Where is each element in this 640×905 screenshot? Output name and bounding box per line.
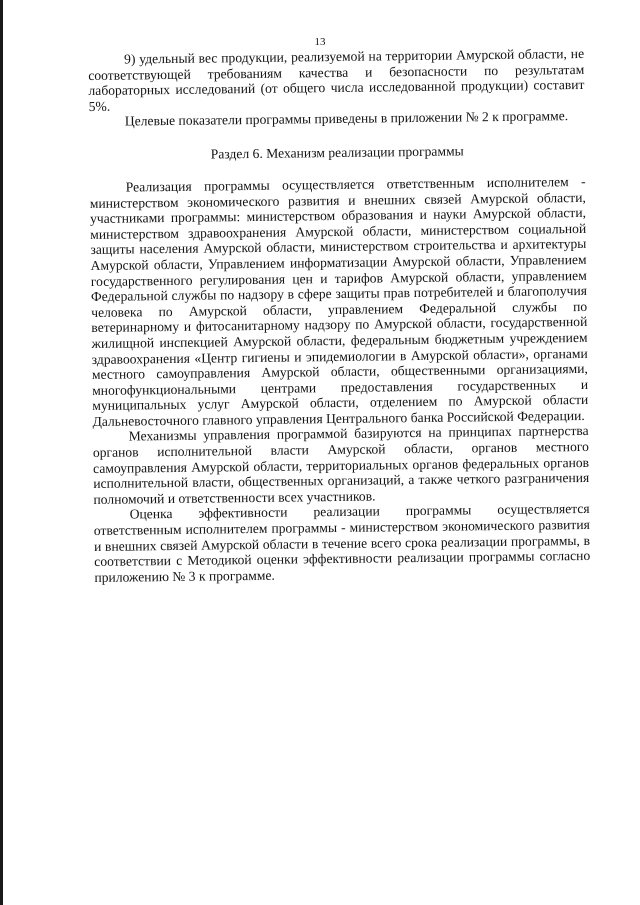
paragraph-target-indicators: Целевые показатели программы приведены в приложении № 2 к программе. bbox=[124, 108, 569, 129]
scan-edge bbox=[0, 0, 3, 905]
paragraph-item-9: 9) удельный вес продукции, реализуемой на территории Амурской области, не соответствующей требованиям качества и безопасности по результатам лабораторных исследований (от общего числа исследованной продукции) составит 5%. bbox=[88, 45, 585, 114]
page-number: 13 bbox=[314, 36, 326, 48]
paragraph-implementation: Реализация программы осуществляется ответственным исполнителем - министерством экономического развития и внешних связей Амурской области, участниками программы: министерством образования и науки Амурской области, министерством здравоохранения Амурской области, министерством социальной защиты населения Амурской области, министерством строительства и архитектуры Амурской области, Управлением информатизации Амурской области, Управлением государственного регулирования цен и тарифов Амурской области, управлением Федеральной службы по надзору в сфере защиты прав потребителей и благополучия человека по Амурской области, управлением Федеральной службы по ветеринарному и фитосанитарному надзору по Амурской области, государственной жилищной инспекцией Амурской области, федеральным бюджетным учреждением здравоохранения «Центр гигиены и эпидемиологии в Амурской области», органами местного самоуправления Амурской области, общественными организациями, многофункциональными центрами предоставления государственных и муниципальных услуг Амурской области, отделением по Амурской области Дальневосточного главного управления Центрального банка Российской Федерации. bbox=[89, 173, 589, 429]
paragraph-mechanisms: Механизмы управления программой базируются на принципах партнерства органов исполнительной власти Амурской области, органов местного самоуправления Амурской области, территориальных органов федеральных органов исполнительной власти, общественных организаций, а также четкого разграничения полномочий и ответственности всех участников. bbox=[92, 423, 590, 507]
paragraph-evaluation: Оценка эффективности реализации программы осуществляется ответственным исполнителем программы - министерством экономического развития и внешних связей Амурской области в течение всего срока реализации программы, в соответствии с Методикой оценки эффективности реализации программы согласно приложению № 3 к программе. bbox=[93, 501, 591, 585]
document-body bbox=[88, 46, 590, 585]
section-heading: Раздел 6. Механизм реализации программы bbox=[210, 143, 464, 162]
